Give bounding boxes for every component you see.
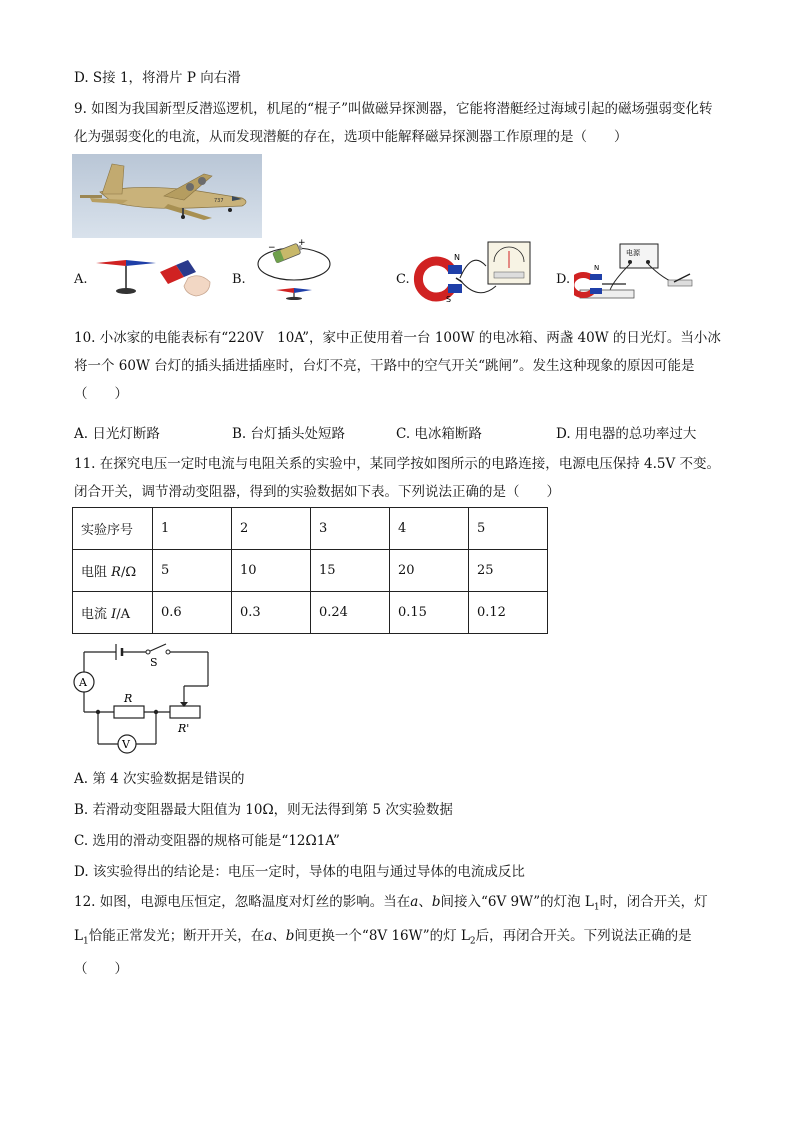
table-cell: 2 [232,508,311,550]
battery-wire-compass-figure [254,238,336,300]
switch-label: S [150,656,158,669]
q10-text: 10. 小冰家的电能表标有“220V 10A”，家中正使用着一台 100W 的电冰箱、两盏 40W 的日光灯。当小冰将一个 60W 台灯的插头插进插座时，台灯不亮，干路中的空气开关“跳闸”。发生这种现象的原因可能是（ ） [74,330,721,402]
aircraft-photo [72,154,262,238]
compass-magnet-figure [92,252,214,300]
current-header: 电流 I/A [73,592,153,634]
magnet-s-label: S [446,295,452,304]
table-cell: 5 [469,508,548,550]
voltmeter-label: V [122,738,130,751]
table-cell: 1 [153,508,232,550]
rheostat-label: R' [178,722,190,735]
table-cell: 25 [469,550,548,592]
table-cell: 0.3 [232,592,311,634]
q11-option-b: B. 若滑动变阻器最大阻值为 10Ω，则无法得到第 5 次实验数据 [74,802,453,818]
table-cell: 15 [311,550,390,592]
svg-text:−: − [268,243,276,253]
trial-header: 实验序号 [73,508,153,550]
magnet-coil-meter-figure [412,238,534,304]
motor-n-label: N [594,264,600,272]
q11-text: 11. 在探究电压一定时电流与电阻关系的实验中，某同学按如图所示的电路连接，电源电压保持 4.5V 不变。闭合开关，调节滑动变阻器，得到的实验数据如下表。下列说法正确的是（ ） [74,456,721,500]
table-row [73,592,548,634]
ammeter-label: A [79,676,87,689]
magnet-n-label: N [454,253,460,262]
q11-option-d: D. 该实验得出的结论是：电压一定时，导体的电阻与通过导体的电流成反比 [74,864,525,880]
aircraft-marking: 737 [214,198,224,204]
q10-option-b: B. 台灯插头处短路 [232,426,346,442]
q11-option-c: C. 选用的滑动变阻器的规格可能是“12Ω1A” [74,833,340,849]
power-source-label: 电源 [626,249,640,257]
motor-power-switch-figure [574,240,696,302]
q8-option-d: D. S接 1，将滑片 P 向右滑 [74,70,241,86]
q9-option-a-label: A. [74,272,88,287]
table-cell: 20 [390,550,469,592]
table-cell: 0.24 [311,592,390,634]
q9-text: 9. 如图为我国新型反潜巡逻机，机尾的“棍子”叫做磁异探测器，它能将潜艇经过海域引起的磁场强弱变化转化为强弱变化的电流，从而发现潜艇的存在，选项中能解释磁异探测器工作原理的是（ ） [74,101,713,145]
table-cell: 10 [232,550,311,592]
q9-option-c-label: C. [396,272,410,287]
q10-option-c: C. 电冰箱断路 [396,426,482,442]
table-row [73,508,548,550]
svg-text:+: + [298,238,306,248]
resistor-label: R [124,692,133,705]
table-cell: 0.15 [390,592,469,634]
q10-option-d: D. 用电器的总功率过大 [556,426,697,442]
experiment-data-table [72,507,548,634]
table-row [73,550,548,592]
resistance-header: 电阻 R/Ω [73,550,153,592]
table-cell: 5 [153,550,232,592]
q10-option-a: A. 日光灯断路 [74,426,160,442]
table-cell: 3 [311,508,390,550]
table-cell: 0.6 [153,592,232,634]
q11-option-a: A. 第 4 次实验数据是错误的 [74,771,245,787]
circuit-diagram [72,640,222,758]
q9-option-b-label: B. [232,272,246,287]
table-cell: 0.12 [469,592,548,634]
table-cell: 4 [390,508,469,550]
q9-option-d-label: D. [556,272,571,287]
q12-text: 12. 如图，电源电压恒定，忽略温度对灯丝的影响。当在a、b间接入“6V 9W”的灯泡 $L_1$时，闭合开关，灯 $L_1$恰能正常发光；断开开关，在a、b间更换一个“8V 16W”的灯 $L_2$后，再闭合开关。下列说法正确的是（ ） [74,894,708,978]
